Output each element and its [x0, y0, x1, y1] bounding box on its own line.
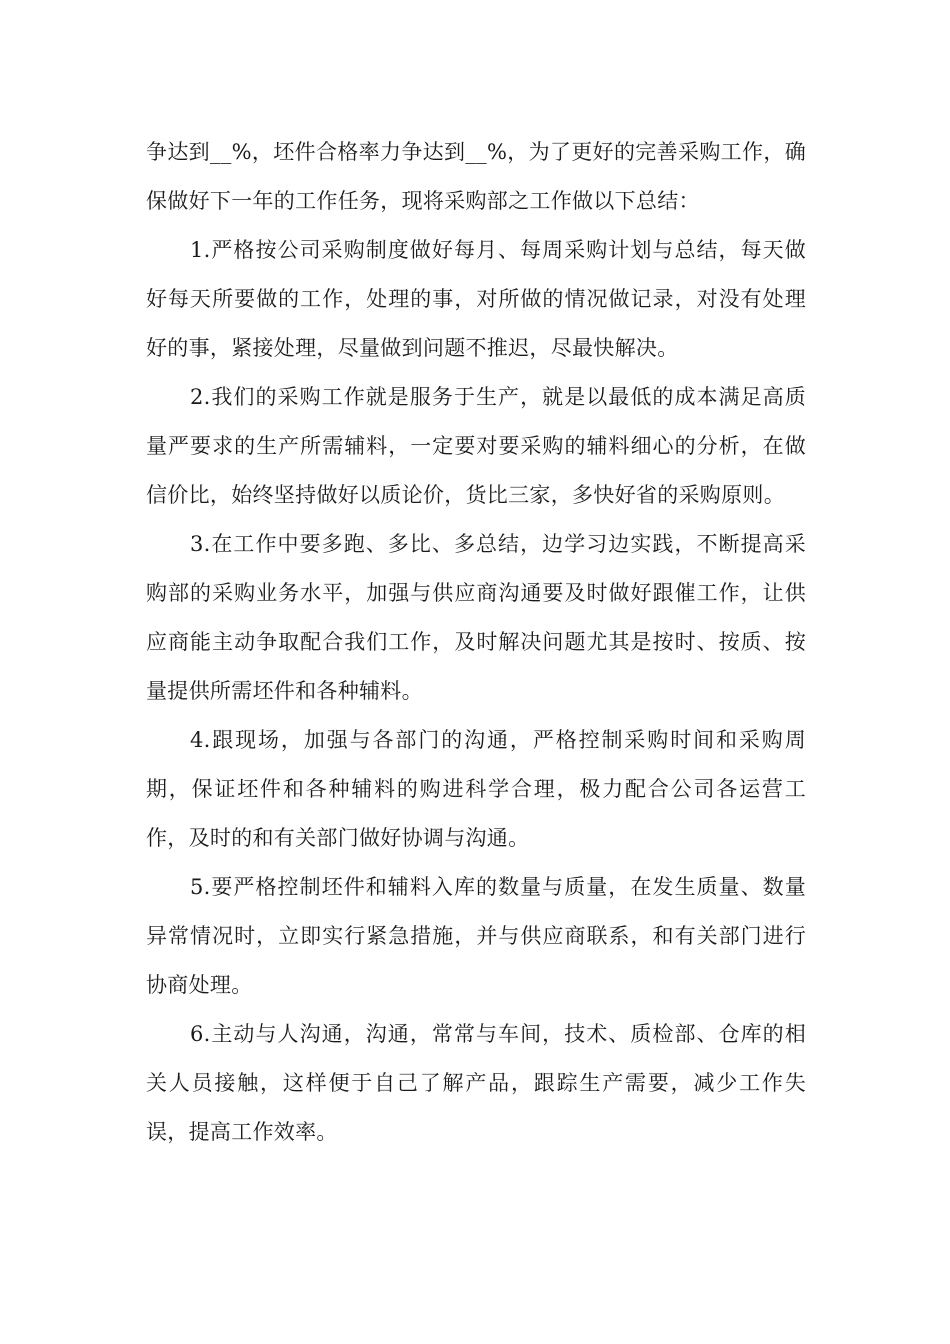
document-body [146, 128, 806, 1157]
paragraph-intro: 争达到__%，坯件合格率力争达到__%，为了更好的完善采购工作，确保做好下一年的工作任务，现将采购部之工作做以下总结： [146, 140, 806, 213]
paragraph-item-3: 3.在工作中要多跑、多比、多总结，边学习边实践，不断提高采购部的采购业务水平，加强与供应商沟通要及时做好跟催工作，让供应商能主动争取配合我们工作，及时解决问题尤其是按时、按质、按量提供所需坯件和各种辅料。 [146, 532, 806, 703]
paragraph-item-2: 2.我们的采购工作就是服务于生产，就是以最低的成本满足高质量严要求的生产所需辅料，一定要对要采购的辅料细心的分析，在做信价比，始终坚持做好以质论价，货比三家，多快好省的采购原则。 [146, 385, 806, 507]
paragraph-item-1: 1.严格按公司采购制度做好每月、每周采购计划与总结，每天做好每天所要做的工作，处理的事，对所做的情况做记录，对没有处理好的事，紧接处理，尽量做到问题不推迟，尽最快解决。 [146, 238, 806, 360]
paragraph-item-4: 4.跟现场，加强与各部门的沟通，严格控制采购时间和采购周期，保证坯件和各种辅料的购进科学合理，极力配合公司各运营工作，及时的和有关部门做好协调与沟通。 [146, 728, 806, 850]
paragraph-item-5: 5.要严格控制坯件和辅料入库的数量与质量，在发生质量、数量异常情况时，立即实行紧急措施，并与供应商联系，和有关部门进行协商处理。 [146, 875, 806, 997]
paragraph-item-6: 6.主动与人沟通，沟通，常常与车间，技术、质检部、仓库的相关人员接触，这样便于自己了解产品，跟踪生产需要，减少工作失误，提高工作效率。 [146, 1022, 806, 1144]
